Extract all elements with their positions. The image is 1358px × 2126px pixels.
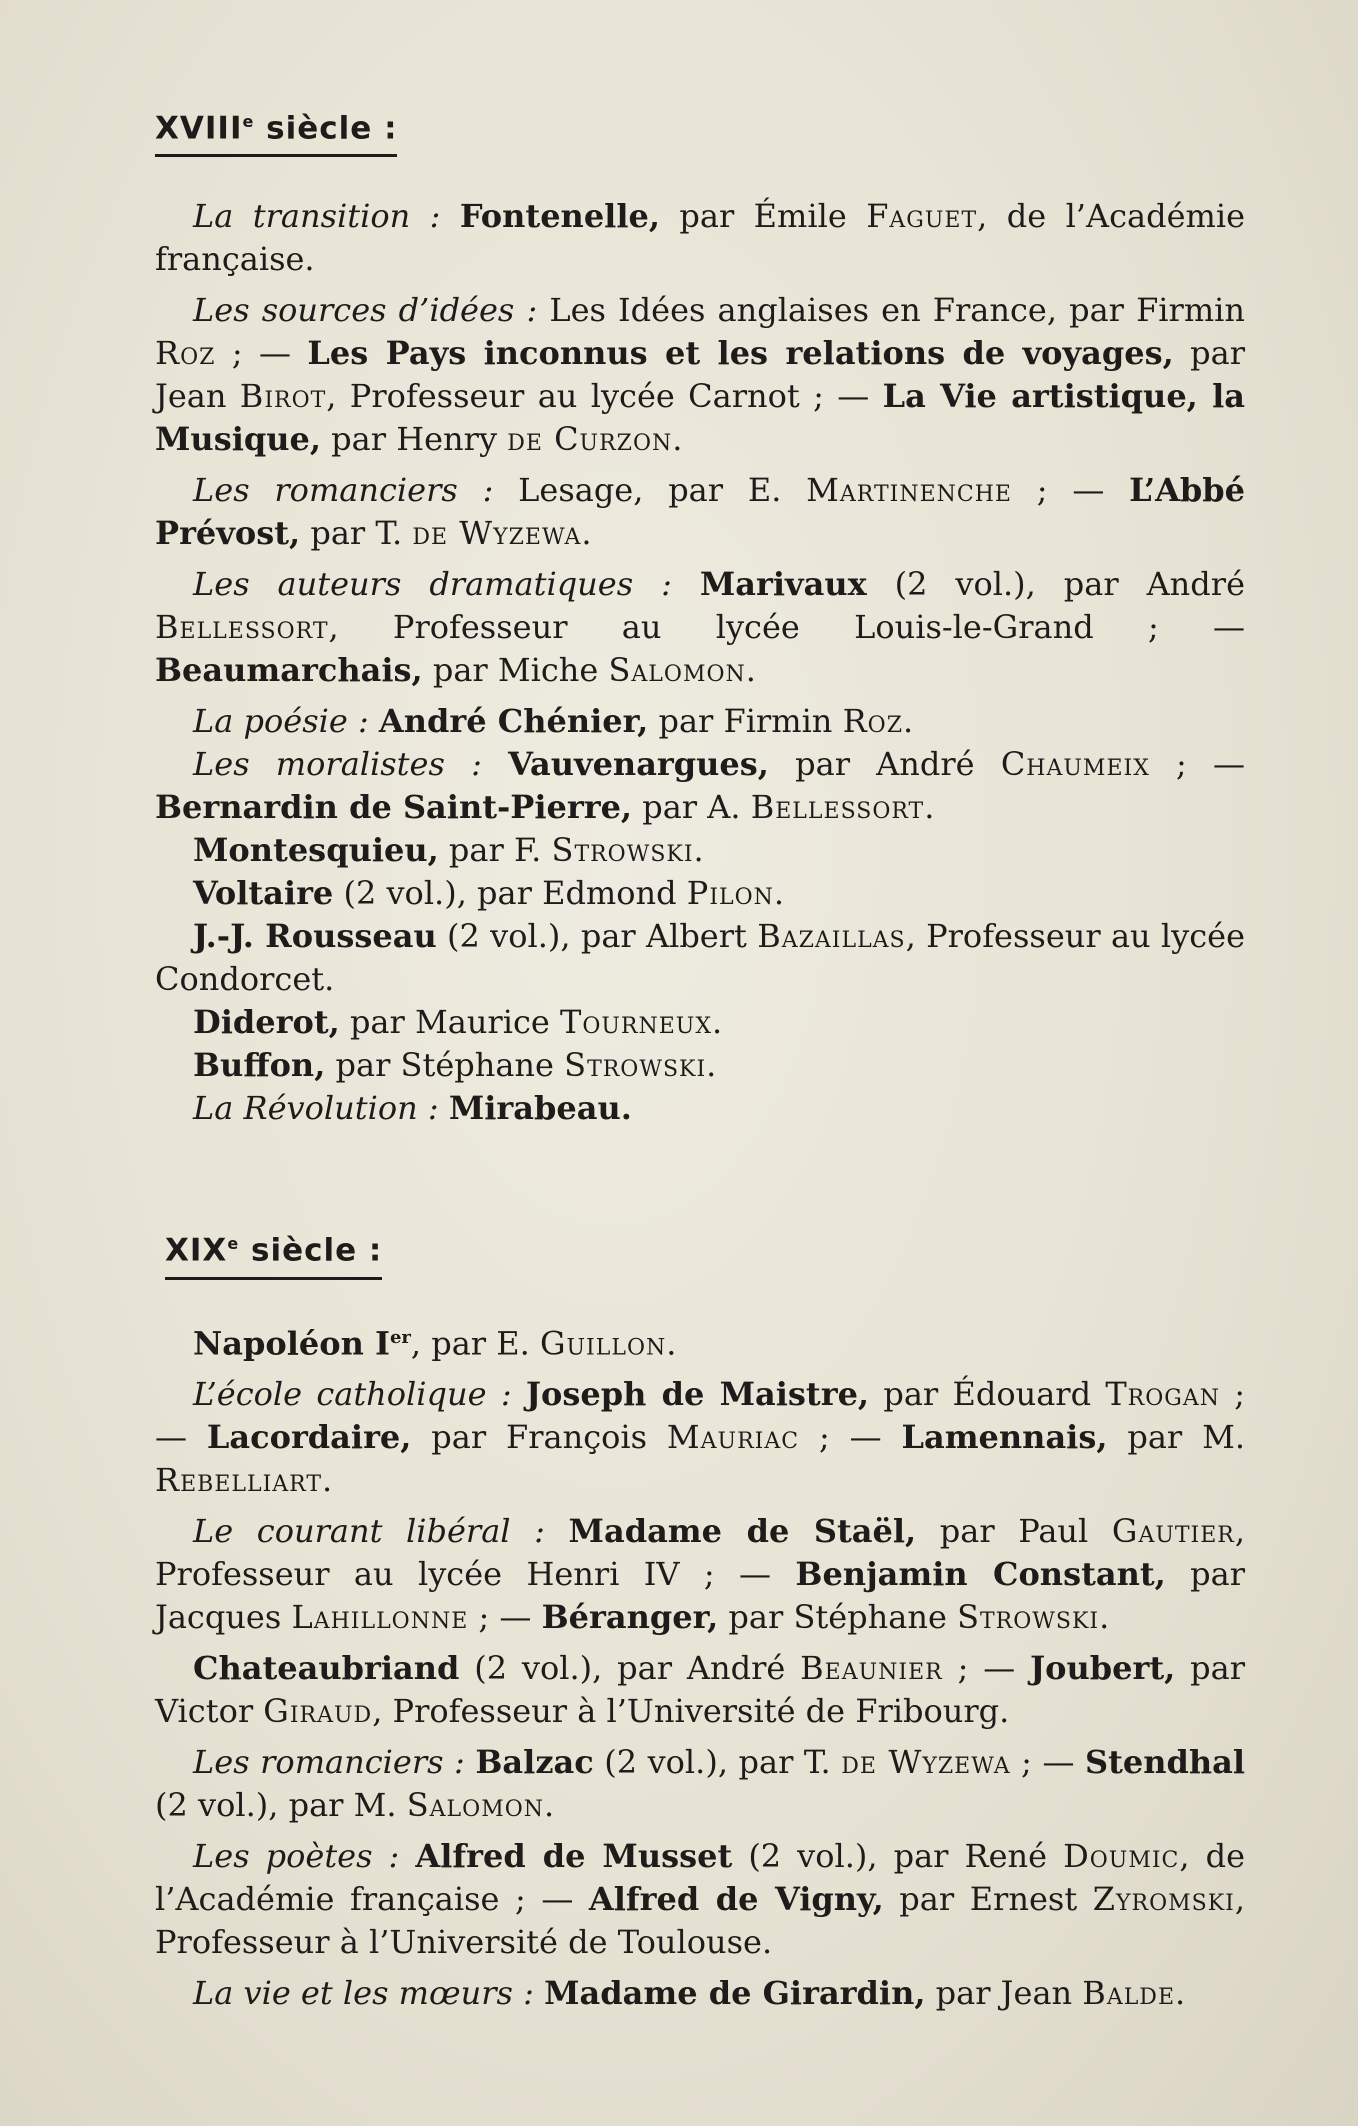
entry-author: Beaunier bbox=[800, 1649, 943, 1688]
entry-category: La vie et les mœurs : bbox=[193, 1974, 534, 2013]
entry-text: , Professeur au lycée Carnot ; — bbox=[326, 377, 883, 416]
entry-text: , Professeur à l’Université de Toulouse. bbox=[155, 1880, 1246, 1962]
entry-title: Voltaire bbox=[193, 874, 334, 913]
catalog-entry bbox=[155, 469, 1245, 555]
entry-text bbox=[482, 745, 508, 783]
entry-title: Alfred de Musset bbox=[415, 1837, 733, 1876]
catalog-entry bbox=[155, 700, 1245, 743]
entry-text: . bbox=[773, 874, 785, 913]
entry-text: par Jacques bbox=[155, 1555, 1245, 1637]
entry-category: Les romanciers : bbox=[193, 1743, 465, 1782]
entry-text: par Ernest bbox=[883, 1880, 1093, 1919]
entry-text: . bbox=[666, 1324, 677, 1363]
entry-author: Birot bbox=[239, 377, 327, 416]
entry-text: ; — bbox=[799, 1418, 902, 1457]
entry-text: , Professeur au lycée Louis-le-Grand ; — bbox=[328, 608, 1245, 647]
entry-text bbox=[465, 1743, 476, 1781]
entry-category: L’école catholique : bbox=[193, 1375, 512, 1414]
entry-text: . bbox=[544, 1786, 555, 1825]
entry-title: Chateaubriand bbox=[193, 1649, 460, 1688]
catalog-entry bbox=[155, 289, 1245, 461]
heading-century: XIX bbox=[165, 1232, 228, 1269]
entry-category: Les sources d’idées : bbox=[193, 291, 538, 330]
entry-author: Zyromski bbox=[1092, 1880, 1235, 1919]
entry-text: . bbox=[672, 420, 683, 459]
entry-author: Rebelliart bbox=[155, 1461, 323, 1500]
heading-superscript: e bbox=[227, 1234, 240, 1254]
entry-author: Roz bbox=[155, 334, 216, 373]
entry-author: Pilon bbox=[686, 874, 774, 913]
entry-text: . bbox=[706, 1046, 717, 1085]
entry-author: Bazaillas bbox=[757, 917, 906, 956]
entry-text: er bbox=[389, 1326, 411, 1348]
entry-title: Stendhal bbox=[1084, 1743, 1246, 1782]
entry-text bbox=[399, 1837, 415, 1875]
section-heading-xix bbox=[165, 1222, 382, 1279]
entry-text: (2 vol.), par M. bbox=[155, 1786, 407, 1825]
entry-title: Fontenelle, bbox=[459, 197, 660, 236]
entry-text: ; — bbox=[942, 1649, 1031, 1688]
entry-category: Les auteurs dramatiques : bbox=[193, 565, 672, 604]
entry-text: . bbox=[693, 831, 704, 870]
entry-text: . bbox=[711, 1003, 723, 1042]
entry-author: Bellessort bbox=[750, 788, 925, 827]
entry-text: ; — bbox=[1012, 471, 1130, 510]
catalog-entry bbox=[155, 563, 1245, 692]
entry-category: Le courant libéral : bbox=[193, 1512, 545, 1551]
entry-title: Joseph de Maistre, bbox=[525, 1375, 870, 1414]
entry-text: par Jean bbox=[925, 1974, 1083, 2013]
entry-text: par M. bbox=[1107, 1418, 1246, 1457]
entry-text: , Professeur au lycée Henri IV ; — bbox=[155, 1512, 1246, 1594]
entry-text: par André bbox=[768, 745, 1001, 784]
entry-title: Lacordaire, bbox=[206, 1418, 412, 1457]
entry-text: . bbox=[581, 514, 592, 553]
entry-text bbox=[369, 702, 379, 740]
entry-text: , par E. bbox=[410, 1324, 540, 1363]
entry-title: Mirabeau. bbox=[448, 1089, 632, 1128]
entry-title: Alfred de Vigny, bbox=[588, 1880, 884, 1919]
catalog-entry bbox=[155, 872, 1245, 915]
entry-author: Salomon bbox=[608, 651, 746, 690]
entry-title: Marivaux bbox=[699, 565, 867, 604]
entry-text bbox=[439, 1089, 449, 1127]
heading-rest: siècle : bbox=[239, 1232, 383, 1269]
page-content bbox=[155, 100, 1245, 2023]
entry-title: Diderot, bbox=[193, 1003, 340, 1042]
entry-text: par Édouard bbox=[869, 1375, 1106, 1414]
entry-title: Vauvenargues, bbox=[508, 745, 769, 784]
entry-text: Lesage, par E. bbox=[493, 471, 807, 510]
entry-category: Les romanciers : bbox=[193, 471, 494, 510]
catalog-entry bbox=[155, 195, 1245, 281]
catalog-entry bbox=[155, 1835, 1245, 1964]
entry-text: par Maurice bbox=[339, 1003, 560, 1042]
entry-text bbox=[512, 1375, 526, 1413]
entry-author: Salomon bbox=[406, 1786, 545, 1825]
entries-xix bbox=[155, 1316, 1245, 2016]
entry-text: par François bbox=[411, 1418, 667, 1457]
entry-title: Béranger, bbox=[541, 1598, 719, 1637]
entry-author: de Curzon bbox=[507, 420, 673, 459]
entry-text: . bbox=[322, 1461, 333, 1500]
entry-author: Strowski bbox=[551, 831, 694, 870]
entry-text: ; — bbox=[155, 1375, 1246, 1457]
entry-text: par Stéphane bbox=[325, 1046, 565, 1085]
entry-text: par Firmin bbox=[648, 702, 843, 741]
entry-text bbox=[672, 565, 700, 603]
entry-text: ; — bbox=[215, 334, 308, 373]
catalog-entry bbox=[155, 915, 1245, 1001]
catalog-entry bbox=[155, 1647, 1245, 1733]
entry-text: par T. bbox=[300, 514, 413, 553]
entry-category: La transition : bbox=[193, 197, 441, 236]
entry-text: par A. bbox=[632, 788, 751, 827]
entry-author: Giraud bbox=[263, 1692, 373, 1731]
entry-author: Lahillonne bbox=[291, 1598, 469, 1637]
entry-text bbox=[534, 1974, 544, 2012]
entry-text: par Miche bbox=[422, 651, 609, 690]
entry-author: de Wyzewa bbox=[412, 514, 582, 553]
entry-author: Strowski bbox=[957, 1598, 1100, 1637]
entry-title: André Chénier, bbox=[378, 702, 649, 741]
catalog-entry bbox=[155, 743, 1245, 829]
entry-category: La Révolution : bbox=[193, 1089, 439, 1128]
catalog-entry bbox=[155, 1510, 1245, 1639]
entry-text: par Émile bbox=[659, 197, 867, 236]
entry-title: Bernardin de Saint-Pierre, bbox=[155, 788, 633, 827]
entry-title: Madame de Staël, bbox=[568, 1512, 917, 1551]
entry-text: (2 vol.), par André bbox=[866, 565, 1246, 604]
entry-text: , de l’Académie française ; — bbox=[155, 1837, 1246, 1919]
entry-author: Tourneux bbox=[559, 1003, 712, 1042]
catalog-entry bbox=[155, 1741, 1245, 1827]
entry-title: Joubert, bbox=[1030, 1649, 1176, 1688]
entry-title: L’Abbé Prévost, bbox=[155, 471, 1246, 553]
catalog-entry bbox=[155, 1373, 1245, 1502]
entry-title: Beaumarchais, bbox=[155, 651, 423, 690]
entry-text: . bbox=[924, 788, 935, 827]
entry-title: Buffon, bbox=[193, 1046, 326, 1085]
catalog-entry bbox=[155, 1972, 1245, 2015]
catalog-entry bbox=[155, 1087, 1245, 1130]
entry-text: par Victor bbox=[155, 1649, 1245, 1731]
entry-text: . bbox=[1099, 1598, 1110, 1637]
entry-title: Napoléon I bbox=[193, 1324, 390, 1363]
entry-title: Balzac bbox=[475, 1743, 594, 1782]
entry-author: Chaumeix bbox=[1000, 745, 1150, 784]
entry-text: ; — bbox=[1149, 745, 1246, 784]
entry-author: Mauriac bbox=[666, 1418, 800, 1457]
heading-century: XVIII bbox=[155, 110, 243, 147]
heading-rest: siècle : bbox=[254, 110, 398, 147]
entry-title: La Vie artistique, la Musique, bbox=[155, 377, 1246, 459]
entry-text: (2 vol.), par André bbox=[459, 1649, 801, 1688]
catalog-entry bbox=[155, 1001, 1245, 1044]
entry-text: par Paul bbox=[916, 1512, 1112, 1551]
entry-text: . bbox=[1175, 1974, 1186, 2013]
entry-text: (2 vol.), par Edmond bbox=[333, 874, 687, 913]
entry-author: Faguet bbox=[866, 197, 978, 236]
entry-author: Martinenche bbox=[806, 471, 1012, 510]
entry-author: Balde bbox=[1082, 1974, 1176, 2013]
entry-text bbox=[545, 1512, 569, 1550]
entries-xviii bbox=[155, 195, 1245, 1130]
entry-title: Lamennais, bbox=[901, 1418, 1108, 1457]
catalog-entry bbox=[155, 829, 1245, 872]
entry-text: Les Idées anglaises en France, par Firmin bbox=[537, 291, 1246, 330]
entry-text bbox=[440, 197, 459, 235]
entry-text: , Professeur au lycée Condorcet. bbox=[155, 917, 1246, 999]
entry-title: Les Pays inconnus et les relations de voyages, bbox=[307, 334, 1174, 373]
entry-title: Benjamin Constant, bbox=[795, 1555, 1166, 1594]
entry-category: Les moralistes : bbox=[193, 745, 482, 784]
entry-author: Roz bbox=[842, 702, 903, 741]
catalog-entry bbox=[155, 1316, 1245, 1366]
entry-author: Strowski bbox=[564, 1046, 707, 1085]
entry-author: Bellessort bbox=[155, 608, 329, 647]
catalog-entry bbox=[155, 1044, 1245, 1087]
entry-author: Guillon bbox=[539, 1324, 667, 1363]
heading-superscript: e bbox=[242, 112, 255, 131]
entry-text: par Henry bbox=[321, 420, 508, 459]
entry-text: (2 vol.), par T. bbox=[593, 1743, 842, 1782]
entry-text: . bbox=[903, 702, 914, 741]
entry-text: , Professeur à l’Université de Fribourg. bbox=[372, 1692, 1010, 1731]
entry-author: Trogan bbox=[1105, 1375, 1220, 1414]
entry-text: par Stéphane bbox=[718, 1598, 958, 1637]
entry-title: Montesquieu, bbox=[193, 831, 439, 870]
section-heading-xviii bbox=[155, 100, 397, 157]
entry-author: Doumic bbox=[1063, 1837, 1180, 1876]
entry-category: Les poètes : bbox=[193, 1837, 400, 1876]
entry-text: (2 vol.), par René bbox=[732, 1837, 1064, 1876]
entry-category: La poésie : bbox=[193, 702, 369, 741]
entry-author: Gautier bbox=[1111, 1512, 1235, 1551]
entry-text: (2 vol.), par Albert bbox=[436, 917, 758, 956]
entry-text: par F. bbox=[438, 831, 552, 870]
entry-title: J.-J. Rousseau bbox=[193, 917, 437, 956]
entry-title: Madame de Girardin, bbox=[544, 1974, 926, 2013]
entry-author: de Wyzewa bbox=[841, 1743, 1011, 1782]
entry-text: par Jean bbox=[155, 334, 1246, 416]
entry-text: , de l’Académie française. bbox=[155, 197, 1246, 279]
entry-text: . bbox=[745, 651, 756, 690]
entry-text: ; — bbox=[1010, 1743, 1085, 1782]
entry-text: ; — bbox=[468, 1598, 542, 1637]
